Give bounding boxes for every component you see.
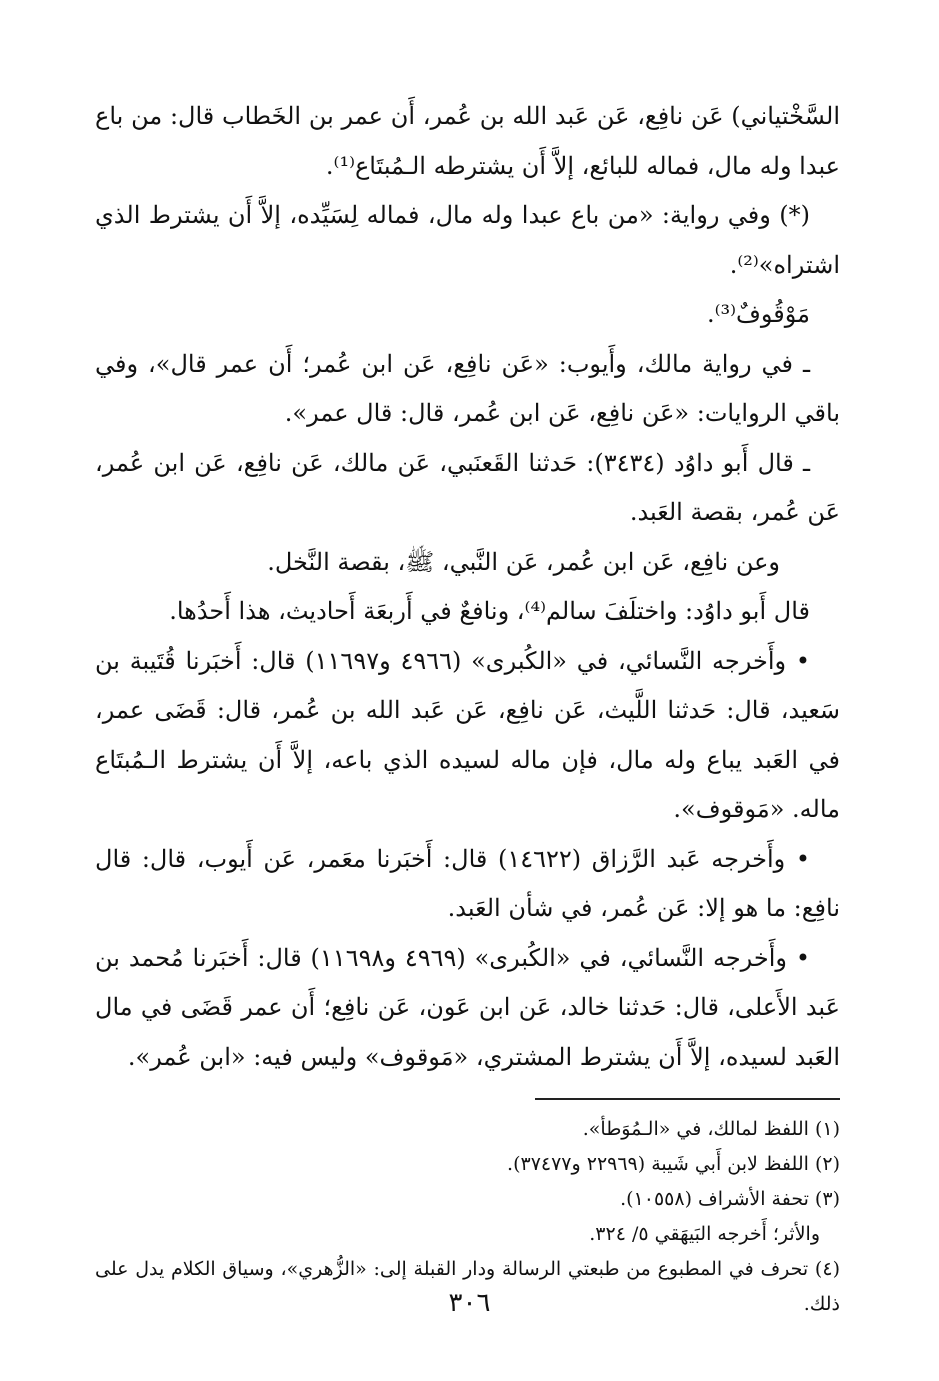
footnote-1: (١) اللفظ لمالك، في «الـمُوَطأ». — [582, 1118, 840, 1140]
footnote-3: (٣) تحفة الأشراف (١٠٥٥٨). — [620, 1188, 840, 1210]
main-text — [95, 92, 840, 1082]
paragraph-abu-dawud: ـ قال أَبو داوُد (٣٤٣٤): حَدثنا القَعنَبي، عَن مالك، عَن نافِع، عَن ابن عُمر، عَن عُمر، بقصة العَبد. — [95, 448, 840, 526]
footnote-2: (٢) اللفظ لابن أَبي شَيبة (٢٢٩٦٩ و٣٧٤٧٧). — [507, 1153, 840, 1175]
paragraph-nasai-2: • وأَخرجه النَّسائي، في «الكُبرى» (٤٩٦٩ و١١٦٩٨) قال: أَخبَرنا مُحمد بن عَبد الأَعلى، قال: حَدثنا خالد، عَن ابن عَون، عَن نافِع؛ أَن عمر قَضَى في مال العَبد لسيده، إلاَّ أَن يشترط المشتري، «مَوقوف» وليس فيه: «ابن عُمر». — [95, 943, 840, 1071]
paragraph-nafi-nakhl: وعن نافِع، عَن ابن عُمر، عَن النَّبي، ﷺ، بقصة النَّخل. — [267, 547, 780, 576]
paragraph-abdurrazzaq: • وأَخرجه عَبد الرَّزاق (١٤٦٢٢) قال: أَخبَرنا معَمر، عَن أَيوب، قال: قال نافِع: ما هو إلا: عَن عُمر، في شأن العَبد. — [95, 844, 840, 922]
paragraph-continuation: السَّخْتياني) عَن نافِع، عَن عَبد الله بن عُمر، أَن عمر بن الخَطاب قال: من باع عبدا وله مال، فماله للبائع، إلاَّ أَن يشترطه الـمُبتَاع⁽¹⁾. — [95, 102, 840, 180]
paragraph-nasai-1: • وأَخرجه النَّسائي، في «الكُبرى» (٤٩٦٦ و١١٦٩٧) قال: أَخبَرنا قُتَيبة بن سَعيد، قال: حَدثنا اللَّيث، عَن نافِع، عَن عَبد الله بن عُمر، قال: قَضَى عمر، في العَبد يباع وله مال، فإن ماله لسيده الذي باعه، إلاَّ أَن يشترط الـمُبتَاع ماله. «مَوقوف». — [95, 646, 841, 823]
page-number: ٣٠٦ — [448, 1288, 491, 1318]
page-body — [95, 92, 840, 1322]
paragraph-abu-dawud-ikhtilaf: قال أَبو داوُد: واختلَفَ سالم⁽⁴⁾، ونافعٌ في أَربعَة أَحاديث، هذا أَحدُها. — [169, 597, 810, 625]
paragraph-malik-ayyub: ـ في رواية مالك، وأَيوب: «عَن نافِع، عَن ابن عُمر؛ أَن عمر قال»، وفي باقي الروايات: «عَن نافِع، عَن ابن عُمر، قال: قال عمر». — [95, 349, 840, 427]
footnote-divider — [535, 1098, 840, 1100]
paragraph-variant-narration: (*) وفي رواية: «من باع عبدا وله مال، فماله لِسَيِّده، إلاَّ أَن يشترط الذي اشتراه»⁽²⁾. — [95, 201, 840, 279]
footnote-4: (٤) تحرف في المطبوع من طبعتي الرسالة ودار القبلة إلى: «الزُّهري»، وسياق الكلام يدل على ذلك. — [95, 1258, 840, 1315]
paragraph-mawquf: مَوْقُوفٌ⁽³⁾. — [706, 300, 810, 328]
footnote-3-continuation: والأثر؛ أَخرجه البَيهَقي ٥/ ٣٢٤. — [589, 1223, 820, 1245]
